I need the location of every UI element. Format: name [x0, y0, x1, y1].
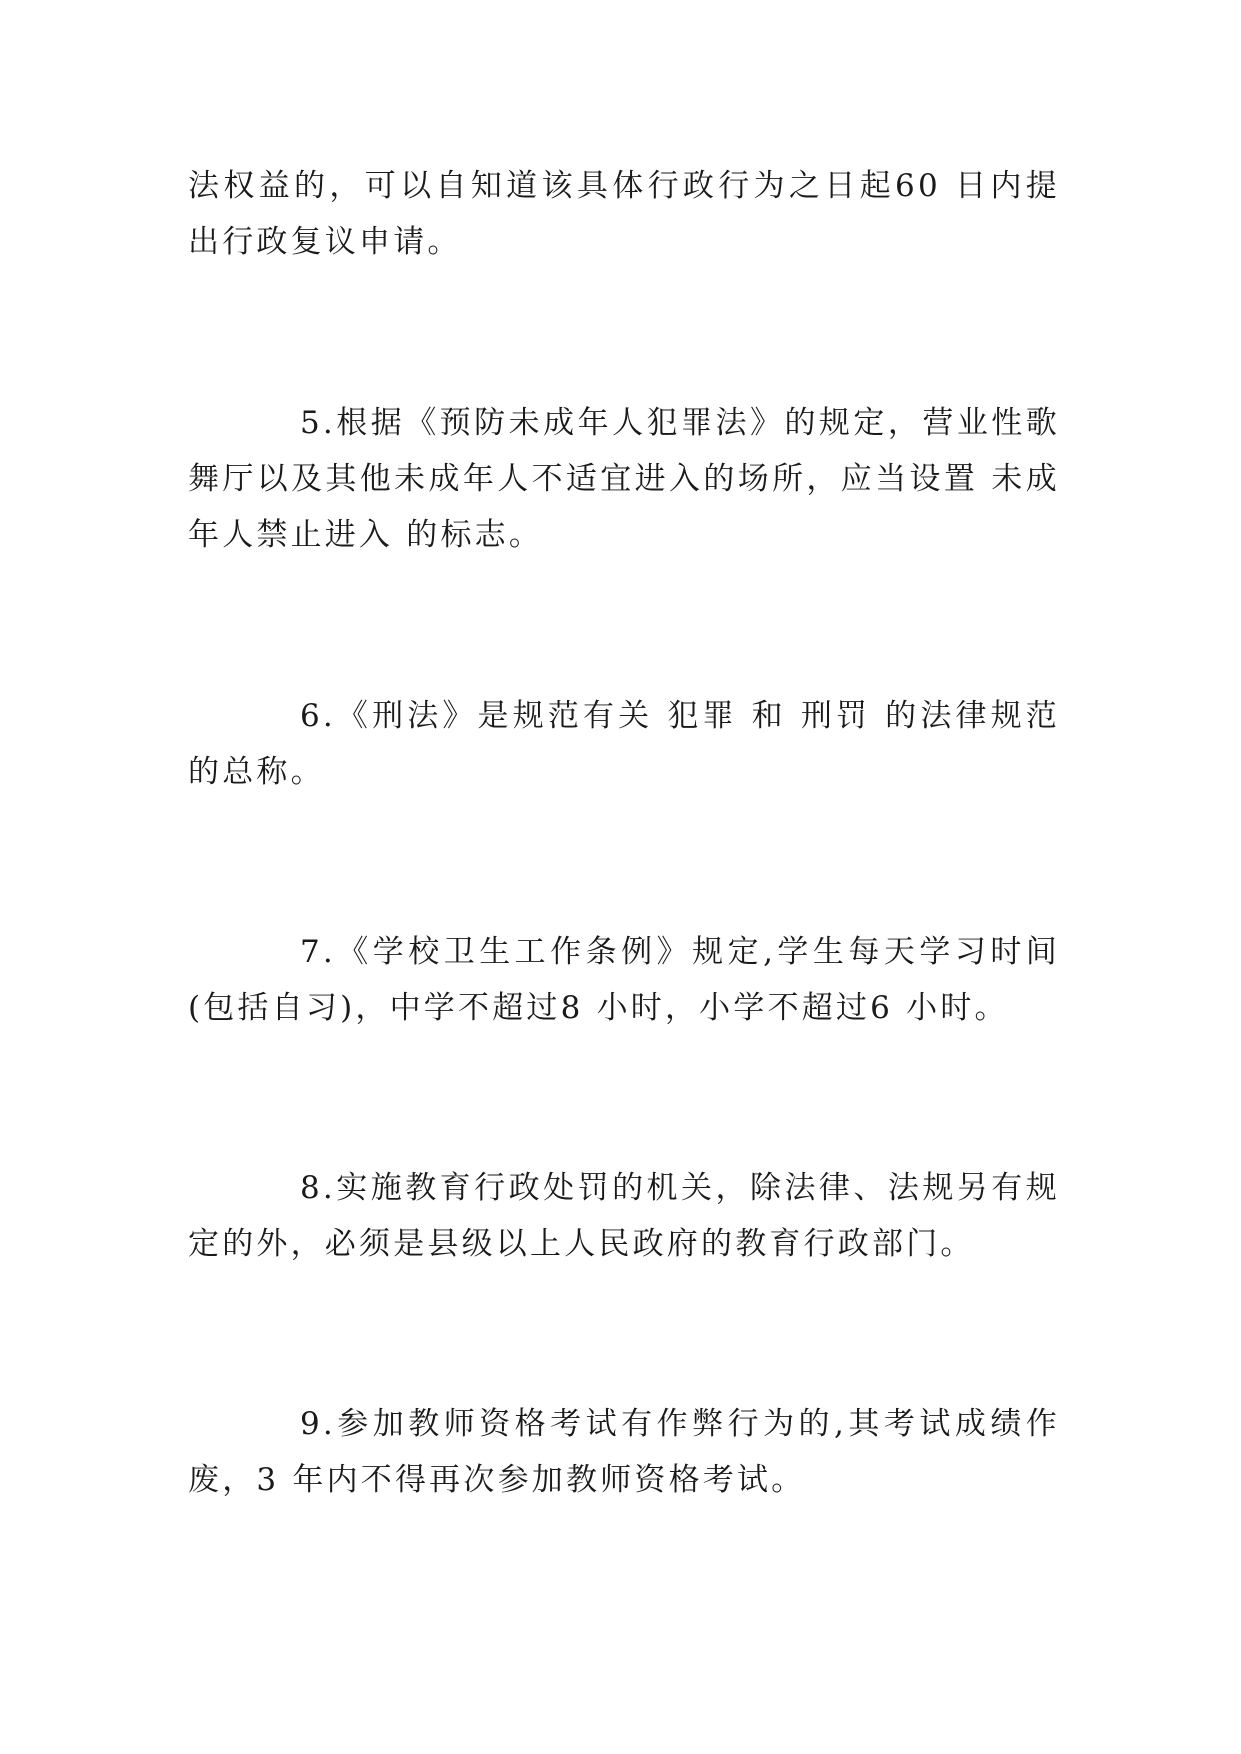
- paragraph-item-6: 6.《刑法》是规范有关 犯罪 和 刑罚 的法律规范的总称。: [188, 698, 1060, 790]
- paragraph-continuation: 法权益的，可以自知道该具体行政行为之日起60 日内提出行政复议申请。: [188, 168, 1060, 260]
- paragraph-item-9: 9.参加教师资格考试有作弊行为的,其考试成绩作废，3 年内不得再次参加教师资格考试。: [188, 1406, 1060, 1498]
- paragraph-item-7: 7.《学校卫生工作条例》规定,学生每天学习时间(包括自习)，中学不超过8 小时，小学不超过6 小时。: [188, 934, 1060, 1026]
- paragraph-item-8: 8.实施教育行政处罚的机关，除法律、法规另有规定的外，必须是县级以上人民政府的教育行政部门。: [188, 1170, 1060, 1262]
- paragraph-item-5: 5.根据《预防未成年人犯罪法》的规定，营业性歌舞厅以及其他未成年人不适宜进入的场所，应当设置 未成年人禁止进入 的标志。: [188, 405, 1060, 553]
